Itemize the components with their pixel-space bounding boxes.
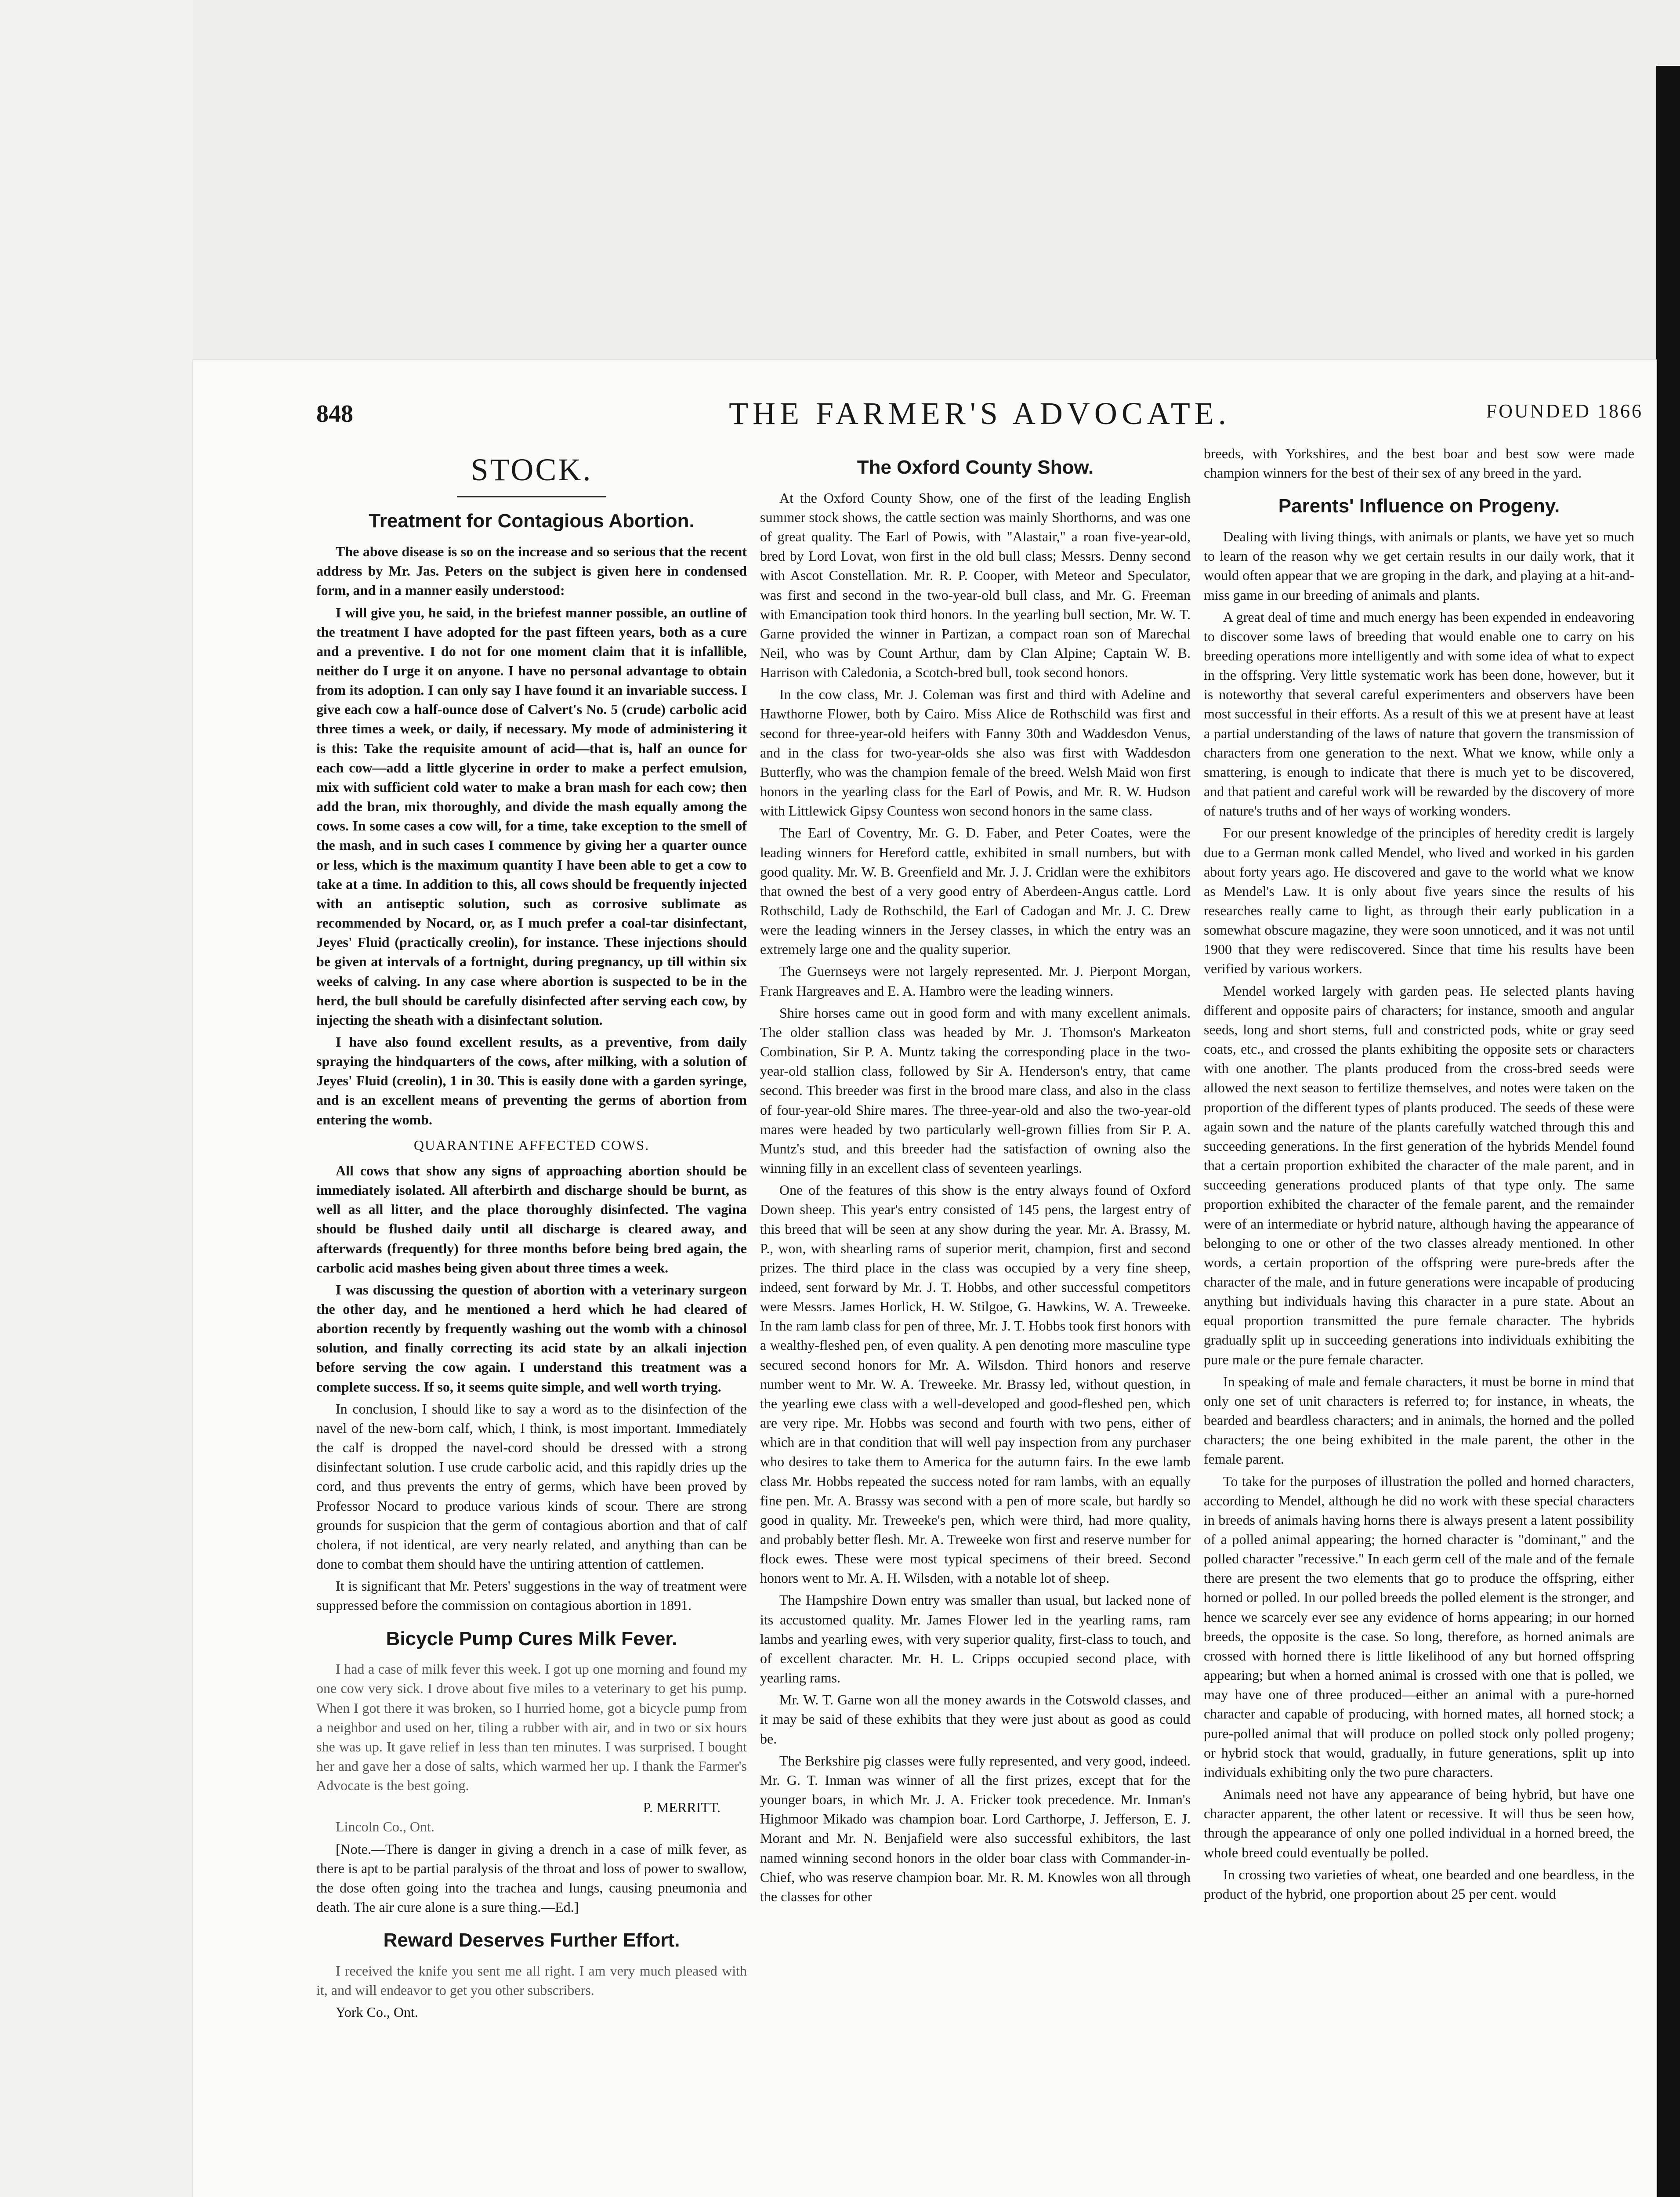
place-line: York Co., Ont. [336, 2004, 418, 2020]
paragraph: For our present knowledge of the principles of heredity credit is largely due to a German monk called Mendel, who lived and worked in his garden about forty years ago. He discovered and gave to the world what we know as Mendel's Law. It is only about five years since the results of his researches really came to light, as through their early publication in a somewhat obscure magazine, they were soon unnoticed, and it was not until 1900 that they were rediscovered. Since that time his results have been verified by various workers. [1204, 825, 1634, 977]
article-title-abortion: Treatment for Contagious Abortion. [369, 510, 695, 532]
scan-left-margin [0, 0, 193, 2197]
page-header [316, 387, 1643, 439]
paragraph: The Guernseys were not largely represented. Mr. J. Pierpont Morgan, Frank Hargreaves and E. A. Hambro were the leading winners. [760, 963, 1191, 999]
scan-right-edge [1656, 66, 1680, 2197]
article-title-oxford-show: The Oxford County Show. [857, 457, 1094, 478]
page-number: 848 [316, 400, 353, 428]
paragraph: In speaking of male and female characters, it must be borne in mind that only one set of unit characters is referred to; for instance, in wheats, the bearded and beardless characters; and in animals, the horned and the polled characters; the one being exhibited in the male parent, the other in the female parent. [1204, 1373, 1634, 1467]
paragraph: I have also found excellent results, as a preventive, from daily spraying the hindquarters of the cows, after milking, with a solution of Jeyes' Fluid (creolin), 1 in 30. This is easily done with a garden syringe, and is an excellent means of preventing the germs of abortion from entering the womb. [316, 1033, 747, 1128]
article-title-milk-fever: Bicycle Pump Cures Milk Fever. [386, 1628, 677, 1650]
paragraph: To take for the purposes of illustration the polled and horned characters, according to Mendel, although he did no work with these special characters in breeds of animals having horns there is always present a latent possibility of a polled animal appearing; the horned character is "dominant," and the polled character "recessive." In each germ cell of the male and of the female there are present the two elements that go to produce the offspring, either horned or polled. In our polled breeds the polled element is the stronger, and hence we scarcely ever see any evidence of horns appearing; in our horned breeds, the opposite is the case. So long, therefore, as horned animals are crossed with horned there is little likelihood of any but horned offspring appearing; but when a horned animal is crossed with one that is polled, we may have one of three produced—either an animal with a pure-horned character and capable of producing, with horned mates, all horned stock; a pure-polled animal that will produce on polled stock only polled progeny; or hybrid stock that would, gradually, in future generations, split up into individuals exhibiting only the two pure characters. [1204, 1473, 1634, 1780]
paragraph: I had a case of milk fever this week. I got up one morning and found my one cow very sick. I drove about five miles to a veterinary to get his pump. When I got there it was broken, so I hurried home, got a bicycle pump from a neighbor and used on her, tiling a rubber with air, and in two or six hours she was up. It gave relief in less than ten minutes. I was surprised. I bought her and gave her a dose of salts, which warmed her up. I thank the Farmer's Advocate is the best going. [316, 1661, 747, 1794]
subheading-quarantine: QUARANTINE AFFECTED COWS. [413, 1137, 650, 1153]
paragraph: All cows that show any signs of approaching abortion should be immediately isolated. All afterbirth and discharge should be burnt, as well as all litter, and the place thoroughly disinfected. The vagina should be flushed daily until all discharge is cleared away, and afterwards (frequently) for three months before being bred again, the carbolic acid mashes being given about three times a week. [316, 1162, 747, 1276]
section-rule [457, 496, 606, 497]
article-title-parents-influence: Parents' Influence on Progeny. [1278, 495, 1560, 517]
column-2 [760, 444, 1191, 2197]
masthead-title: THE FARMER'S ADVOCATE. [729, 396, 1231, 431]
paragraph: Shire horses came out in good form and with many excellent animals. The older stallion class was headed by Mr. J. Thomson's Markeaton Combination, Sir P. A. Muntz taking the corresponding place in the two-year-old stallion class, followed by Sir A. Henderson's entry, that came second. This breeder was first in the brood mare class, and also in the class of four-year-old Shire mares. The three-year-old and also the two-year-old mares were headed by two particularly well-grown fillies from Sir P. A. Muntz's stud, and this breeder had the satisfaction of owning also the winning filly in an excellent class of seventeen yearlings. [760, 1004, 1191, 1176]
paragraph: Animals need not have any appearance of being hybrid, but have one character apparent, the other latent or recessive. It will thus be seen how, through the appearance of only one polled individual in a horned breed, the whole breed could eventually be polled. [1204, 1786, 1634, 1860]
paragraph: The Berkshire pig classes were fully represented, and very good, indeed. Mr. G. T. Inman was winner of all the first prizes, except that for the younger boars, in which Mr. J. A. Fricker took precedence. Mr. Inman's Highmoor Mikado was champion boar. Lord Carthorpe, J. Jefferson, E. J. Morant and Mr. N. Benjafield were also successful exhibitors, the last named winning second honors in the older boar class with Commander-in-Chief, who was reserve champion boar. Mr. R. M. Knowles won all through the classes for other [760, 1752, 1191, 1904]
column-1 [316, 444, 747, 2197]
editor-note: [Note.—There is danger in giving a drench in a case of milk fever, as there is apt to be partial paralysis of the throat and loss of power to swallow, the dose often going into the trachea and lungs, causing pneumonia and death. The air cure alone is a sure thing.—Ed.] [316, 1841, 747, 1915]
founded-label: FOUNDED 1866 [1486, 400, 1643, 422]
paragraph: I will give you, he said, in the briefest manner possible, an outline of the treatment I have adopted for the past fifteen years, both as a cure and a preventive. I do not for one moment claim that it is infallible, neither do I urge it on anyone. I have no personal advantage to obtain from its adoption. I can only say I have found it an invariable success. I give each cow a half-ounce dose of Calvert's No. 5 (crude) carbolic acid three times a week, or daily, if necessary. My mode of administering it is this: Take the requisite amount of acid—that is, half an ounce for each cow—add a little glycerine in order to make a perfect emulsion, mix with sufficient cold water to make a bran mash for each cow; then add the bran, mix thoroughly, and divide the mash equally among the cows. In some cases a cow will, for a time, take exception to the smell of the mash, and in such cases I commence by giving her a quarter ounce or less, which is the maximum quantity I have been able to get a cow to take at a time. In addition to this, all cows should be frequently injected with an antiseptic solution, such as corrosive sublimate as recommended by Nocard, or, as I much prefer a coal-tar disinfectant, Jeyes' Fluid (practically creolin), for instance. These injections should be given at intervals of a fortnight, during pregnancy, up till within six weeks of calving. In any case where abortion is suspected to be in the herd, the bull should be carefully disinfected after serving each cow, by injecting the sheath with a disinfectant solution. [316, 604, 747, 1028]
signature: P. MERRITT. [643, 1799, 721, 1816]
paragraph: One of the features of this show is the entry always found of Oxford Down sheep. This year's entry consisted of 145 pens, the largest entry of this breed that will be seen at any show during the year. Mr. A. Brassy, M. P., won, with shearling rams of superior merit, champion, first and second prizes. The third place in the class was occupied by a very fine sheep, indeed, sent forward by Mr. J. T. Hobbs, and other successful competitors were Messrs. James Horlick, H. W. Stilgoe, G. Hawkins, W. A. Treweeke. In the ram lamb class for pen of three, Mr. J. T. Hobbs took first honors with a wealthy-fleshed pen, of even quality. A pen denoting more masculine type secured second honors for Mr. A. Wilsdon. Third honors and reserve number went to Mr. W. A. Treweeke. Mr. Brassy led, without question, in the yearling ewe class with a well-developed and good-fleshed pen, which are very ripe. Mr. Hobbs was second and fourth with two pens, either of which are in that condition that will well pay inspection from any purchaser who desires to take them to America for the autumn fairs. In the ewe lamb class Mr. Hobbs repeated the success noted for ram lambs, with an equally fine pen. Mr. A. Brassy was second with a pen of more scale, but hardly so good in quality. Mr. Treweeke's pen, which were third, had more quality, and probably better flesh. Mr. A. Treweeke won first and reserve number for flock ewes. These were most typical specimens of their breed. Second honors went to Mr. A. H. Wilsden, with a notable lot of sheep. [760, 1182, 1191, 1586]
paragraph: In crossing two varieties of wheat, one bearded and one beardless, in the product of the hybrid, one proportion about 25 per cent. would [1204, 1866, 1634, 1902]
paragraph: The Earl of Coventry, Mr. G. D. Faber, and Peter Coates, were the leading winners for Hereford cattle, exhibited in small numbers, but with good quality. Mr. W. B. Greenfield and Mr. J. J. Cridlan were the exhibitors that owned the best of a very good entry of Aberdeen-Angus cattle. Lord Rothschild, Lady de Rothschild, the Earl of Cadogan and Mr. J. C. Drew were the leading winners in the Jersey classes, in which the entry was an extremely large one and the quality superior. [760, 825, 1191, 957]
paragraph: Dealing with living things, with animals or plants, we have yet so much to learn of the reason why we get certain results in our daily work, that it would often appear that we are groping in the dark, and playing at a hit-and-miss game in our breeding of animals and plants. [1204, 529, 1634, 603]
article-title-reward: Reward Deserves Further Effort. [383, 1929, 680, 1951]
place-line: Lincoln Co., Ont. [336, 1819, 434, 1835]
paragraph: I was discussing the question of abortion with a veterinary surgeon the other day, and he mentioned a herd which he had cleared of abortion recently by frequently washing out the womb with a chinosol solution, and finally correcting its acid state by an alkali injection before serving the cow again. I understand this treatment was a complete success. If so, it seems quite simple, and well worth trying. [316, 1281, 747, 1395]
paragraph: breeds, with Yorkshires, and the best boar and best sow were made champion winners for the best of their sex of any breed in the yard. [1204, 446, 1634, 481]
newspaper-page [193, 360, 1656, 2197]
paragraph: The above disease is so on the increase and so serious that the recent address by Mr. Jas. Peters on the subject is given here in condensed form, and in a manner easily understood: [316, 544, 747, 598]
paragraph: At the Oxford County Show, one of the first of the leading English summer stock shows, the cattle section was mainly Shorthorns, and was one of great quality. The Earl of Powis, with "Alastair," a roan five-year-old, bred by Lord Lovat, won first in the old bull class; Messrs. Denny second with Ascot Constellation. Mr. R. P. Cooper, with Meteor and Speculator, was first and second in the two-year-old bull class, and Mr. G. Freeman with Emancipation took third honors. In the yearling bull section, Mr. W. T. Garne provided the winner in Partizan, a compact roan son of Marechal Neil, who was by Count Arthur, dam by Clan Alpine; Captain W. B. Harrison with Caledonia, a Scotch-bred bull, took second honors. [760, 489, 1191, 681]
column-3 [1204, 444, 1634, 2197]
paragraph: Mr. W. T. Garne won all the money awards in the Cotswold classes, and it may be said of these exhibits that they were just about as good as could be. [760, 1692, 1191, 1747]
paragraph: In conclusion, I should like to say a word as to the disinfection of the navel of the new-born calf, which, I think, is most important. Immediately the calf is dropped the navel-cord should be dressed with a strong disinfectant solution. I use crude carbolic acid, and this rapidly dries up the cord, and thus prevents the entry of germs, which have been proved by Professor Nocard to produce various kinds of scour. There are strong grounds for suspicion that the germ of contagious abortion and that of calf cholera, if not identical, are very nearly related, and anything than can be done to combat them should have the untiring attention of cattlemen. [316, 1400, 747, 1572]
section-heading: STOCK. [471, 452, 593, 487]
paragraph: Mendel worked largely with garden peas. He selected plants having different and opposite pairs of characters; for instance, smooth and angular seeds, long and short stems, full and constricted pods, white or gray seed coats, etc., and crossed the plants exhibiting the opposite sets or characters with one another. The plants produced from the cross-bred seeds were allowed the next season to fertilize themselves, and notes were taken on the proportion of the different types of plants produced. The seeds of these were again sown and the nature of the plants carefully watched through this and succeeding generations. In the first generation of the hybrids Mendel found that a certain proportion exhibited the character of the male parent, and in succeeding generations produced plants of that type only. The same proportion exhibited the character of the female parent, and the remainder were of an intermediate or hybrid nature, although having the appearance of belonging to one or other of the two classes already mentioned. In other words, a certain proportion of the offspring were pure-breds after the character of the male, and in future generations were incapable of producing anything but individuals having this character in a pure state. About an equal proportion transmitted the pure female character. The hybrids gradually split up in succeeding generations into individuals exhibiting the pure male or the pure female character. [1204, 982, 1634, 1367]
paragraph: The Hampshire Down entry was smaller than usual, but lacked none of its accustomed quality. Mr. James Flower led in the yearling rams, ram lambs and yearling ewes, with very superior quality, first-class to touch, and of excellent character. Mr. H. L. Cripps occupied second place, with yearling rams. [760, 1592, 1191, 1686]
paragraph: It is significant that Mr. Peters' suggestions in the way of treatment were suppressed before the commission on contagious abortion in 1891. [316, 1578, 747, 1613]
paragraph: I received the knife you sent me all right. I am very much pleased with it, and will endeavor to get you other subscribers. [316, 1962, 747, 1998]
paragraph: In the cow class, Mr. J. Coleman was first and third with Adeline and Hawthorne Flower, both by Cairo. Miss Alice de Rothschild was first and second for three-year-old heifers with Fanny 30th and Waddesdon Venus, and in the class for two-year-olds she also was first with Waddesdon Butterfly, who was the champion female of the breed. Welsh Maid won first honors in the yearling class for the Earl of Powis, and Mr. R. W. Hudson with Littlewick Gipsy Countess won second honors in the same class. [760, 686, 1191, 819]
paragraph: A great deal of time and much energy has been expended in endeavoring to discover some laws of breeding that would enable one to carry on his breeding operations more intelligently and with some idea of what to expect in the offspring. Very little systematic work has been done, however, but it is noteworthy that several careful experimenters and observers have been most successful in their efforts. As a result of this we at present have at least a partial understanding of the laws of nature that govern the transmission of characters from one generation to the next. What we know, while only a smattering, is enough to indicate that there is much yet to be discovered, and that patient and careful work will be rewarded by the discovery of more of nature's truths and of her ways of working wonders. [1204, 609, 1634, 819]
